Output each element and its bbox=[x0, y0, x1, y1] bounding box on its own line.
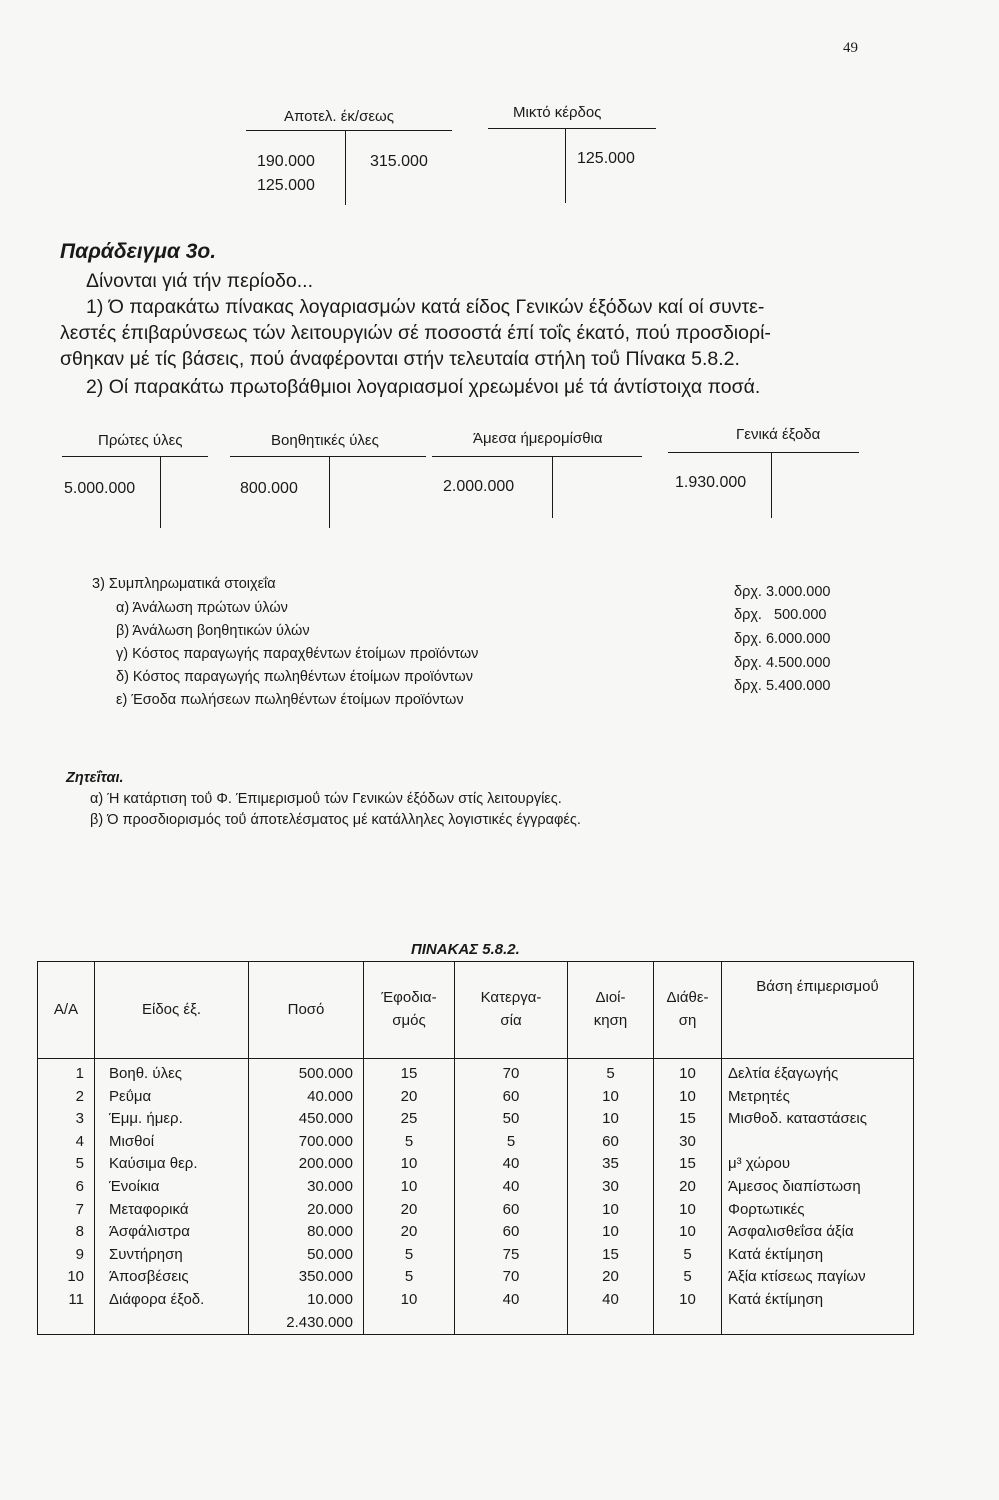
supplementary-item: γ) Κόστος παραγωγής παραχθέντων έτοίμων προϊόντων bbox=[116, 646, 479, 662]
table-total: 2.430.000 bbox=[286, 1313, 353, 1331]
t-account-title: Γενικά έξοδα bbox=[736, 426, 821, 443]
table-caption: ΠΙΝΑΚΑΣ 5.8.2. bbox=[411, 941, 520, 958]
header-basis: Βάση έπιμερισμοΰ bbox=[722, 962, 914, 1059]
header-supply: Έφοδια- σμός bbox=[364, 962, 455, 1059]
t-account-vline bbox=[552, 456, 553, 518]
col-kind: Βοηθ. ύλες Ρεΰμα Έμμ. ήμερ. Μισθοί Καύσιμα θερ. Ένοίκια Μεταφορικά Άσφάλιστρα Συντήρηση Άποσβέσεις Διάφορα έξοδ. bbox=[95, 1059, 249, 1335]
header-aa: Α/Α bbox=[38, 962, 95, 1059]
t-account-title: Άμεσα ήμερομίσθια bbox=[473, 430, 603, 447]
col-basis: Δελτία έξαγωγής Μετρητές Μισθοδ. καταστάσεις μ³ χώρου Άμεσος διαπίστωση Φορτωτικές Άσφαλισθεΐσα άξία Κατά έκτίμηση Άξία κτίσεως παγίων Κατά έκτίμηση bbox=[722, 1059, 914, 1335]
t-account-vline bbox=[345, 130, 346, 205]
table-header-row bbox=[38, 962, 914, 1059]
supplementary-heading: 3) Συμπληρωματικά στοιχεΐα bbox=[92, 576, 276, 592]
supplementary-item: ε) Έσοδα πωλήσεων πωληθέντων έτοίμων προϊόντων bbox=[116, 692, 464, 708]
t-account-vline bbox=[329, 456, 330, 528]
supplementary-amount: δρχ. 500.000 bbox=[734, 607, 827, 623]
t-account-credit: 125.000 bbox=[577, 150, 635, 167]
supplementary-amount: δρχ. 4.500.000 bbox=[734, 655, 831, 671]
t-account-title: Πρώτες ύλες bbox=[98, 432, 183, 449]
t-account-hline bbox=[432, 456, 642, 457]
col-aa: 1 2 3 4 5 6 7 8 9 10 11 bbox=[38, 1059, 95, 1335]
col-supply: 15 20 25 5 10 10 20 20 5 5 10 bbox=[364, 1059, 455, 1335]
t-account-credit: 315.000 bbox=[370, 153, 428, 170]
supplementary-item: β) Άνάλωση βοηθητικών ύλών bbox=[116, 623, 310, 639]
header-distribution: Διάθε- ση bbox=[654, 962, 722, 1059]
t-account-debit: 2.000.000 bbox=[443, 478, 515, 495]
example-point1-line: σθηκαν μέ τίς βάσεις, πού άναφέρονται στήν τελευταία στήλη τοΰ Πίνακα 5.8.2. bbox=[60, 348, 740, 370]
supplementary-amount: δρχ. 3.000.000 bbox=[734, 584, 831, 600]
t-account-hline bbox=[488, 128, 656, 129]
supplementary-item: α) Άνάλωση πρώτων ύλών bbox=[116, 600, 288, 616]
t-account-vline bbox=[771, 452, 772, 518]
supplementary-amount: δρχ. 5.400.000 bbox=[734, 678, 831, 694]
header-administration: Διοί- κηση bbox=[568, 962, 654, 1059]
t-account-hline bbox=[668, 452, 859, 453]
t-account-debit: 1.930.000 bbox=[675, 474, 747, 491]
page-number: 49 bbox=[843, 40, 858, 56]
col-distribution: 10 10 15 30 15 20 10 10 5 5 10 bbox=[654, 1059, 722, 1335]
t-account-hline bbox=[246, 130, 452, 131]
t-account-debit: 800.000 bbox=[240, 480, 298, 497]
required-heading: Ζητεΐται. bbox=[66, 770, 124, 786]
header-amount: Ποσό bbox=[249, 962, 364, 1059]
t-account-vline bbox=[160, 456, 161, 528]
example-intro: Δίνονται γιά τήν περίοδο... bbox=[86, 270, 314, 292]
allocation-table bbox=[37, 961, 914, 1335]
table-body bbox=[38, 1059, 914, 1335]
header-manufacturing: Κατεργα- σία bbox=[455, 962, 568, 1059]
col-amount: 500.000 40.000 450.000 700.000 200.000 30.000 20.000 80.000 50.000 350.000 10.000 2.430.000 bbox=[249, 1059, 364, 1335]
t-account-hline bbox=[230, 456, 426, 457]
example-point2: 2) Οί παρακάτω πρωτοβάθμιοι λογαριασμοί χρεωμένοι μέ τά άντίστοιχα ποσά. bbox=[86, 376, 761, 398]
t-account-debit: 5.000.000 bbox=[64, 480, 136, 497]
example-title: Παράδειγμα 3ο. bbox=[60, 240, 217, 263]
t-account-debit: 125.000 bbox=[257, 177, 315, 194]
supplementary-item: δ) Κόστος παραγωγής πωληθέντων έτοίμων προϊόντων bbox=[116, 669, 473, 685]
col-administration: 5 10 10 60 35 30 10 10 15 20 40 bbox=[568, 1059, 654, 1335]
required-item: β) Ό προσδιορισμός τοΰ άποτελέσματος μέ κατάλληλες λογιστικές έγγραφές. bbox=[90, 812, 581, 828]
t-account-debit: 190.000 bbox=[257, 153, 315, 170]
header-kind: Είδος έξ. bbox=[95, 962, 249, 1059]
t-account-title: Μικτό κέρδος bbox=[513, 104, 602, 121]
supplementary-amount: δρχ. 6.000.000 bbox=[734, 631, 831, 647]
t-account-hline bbox=[62, 456, 208, 457]
example-point1-line: λεστές έπιβαρύνσεως τών λειτουργιών σέ ποσοστά έπί τοΐς έκατό, πού προσδιορί- bbox=[60, 322, 771, 344]
t-account-vline bbox=[565, 128, 566, 203]
required-item: α) Ή κατάρτιση τοΰ Φ. Έπιμερισμοΰ τών Γενικών έξόδων στίς λειτουργίες. bbox=[90, 791, 562, 807]
col-manufacturing: 70 60 50 5 40 40 60 60 75 70 40 bbox=[455, 1059, 568, 1335]
example-point1-line: 1) Ό παρακάτω πίνακας λογαριασμών κατά είδος Γενικών έξόδων καί οί συντε- bbox=[86, 296, 765, 318]
t-account-title: Βοηθητικές ύλες bbox=[271, 432, 379, 449]
t-account-title: Αποτελ. έκ/σεως bbox=[284, 108, 394, 125]
